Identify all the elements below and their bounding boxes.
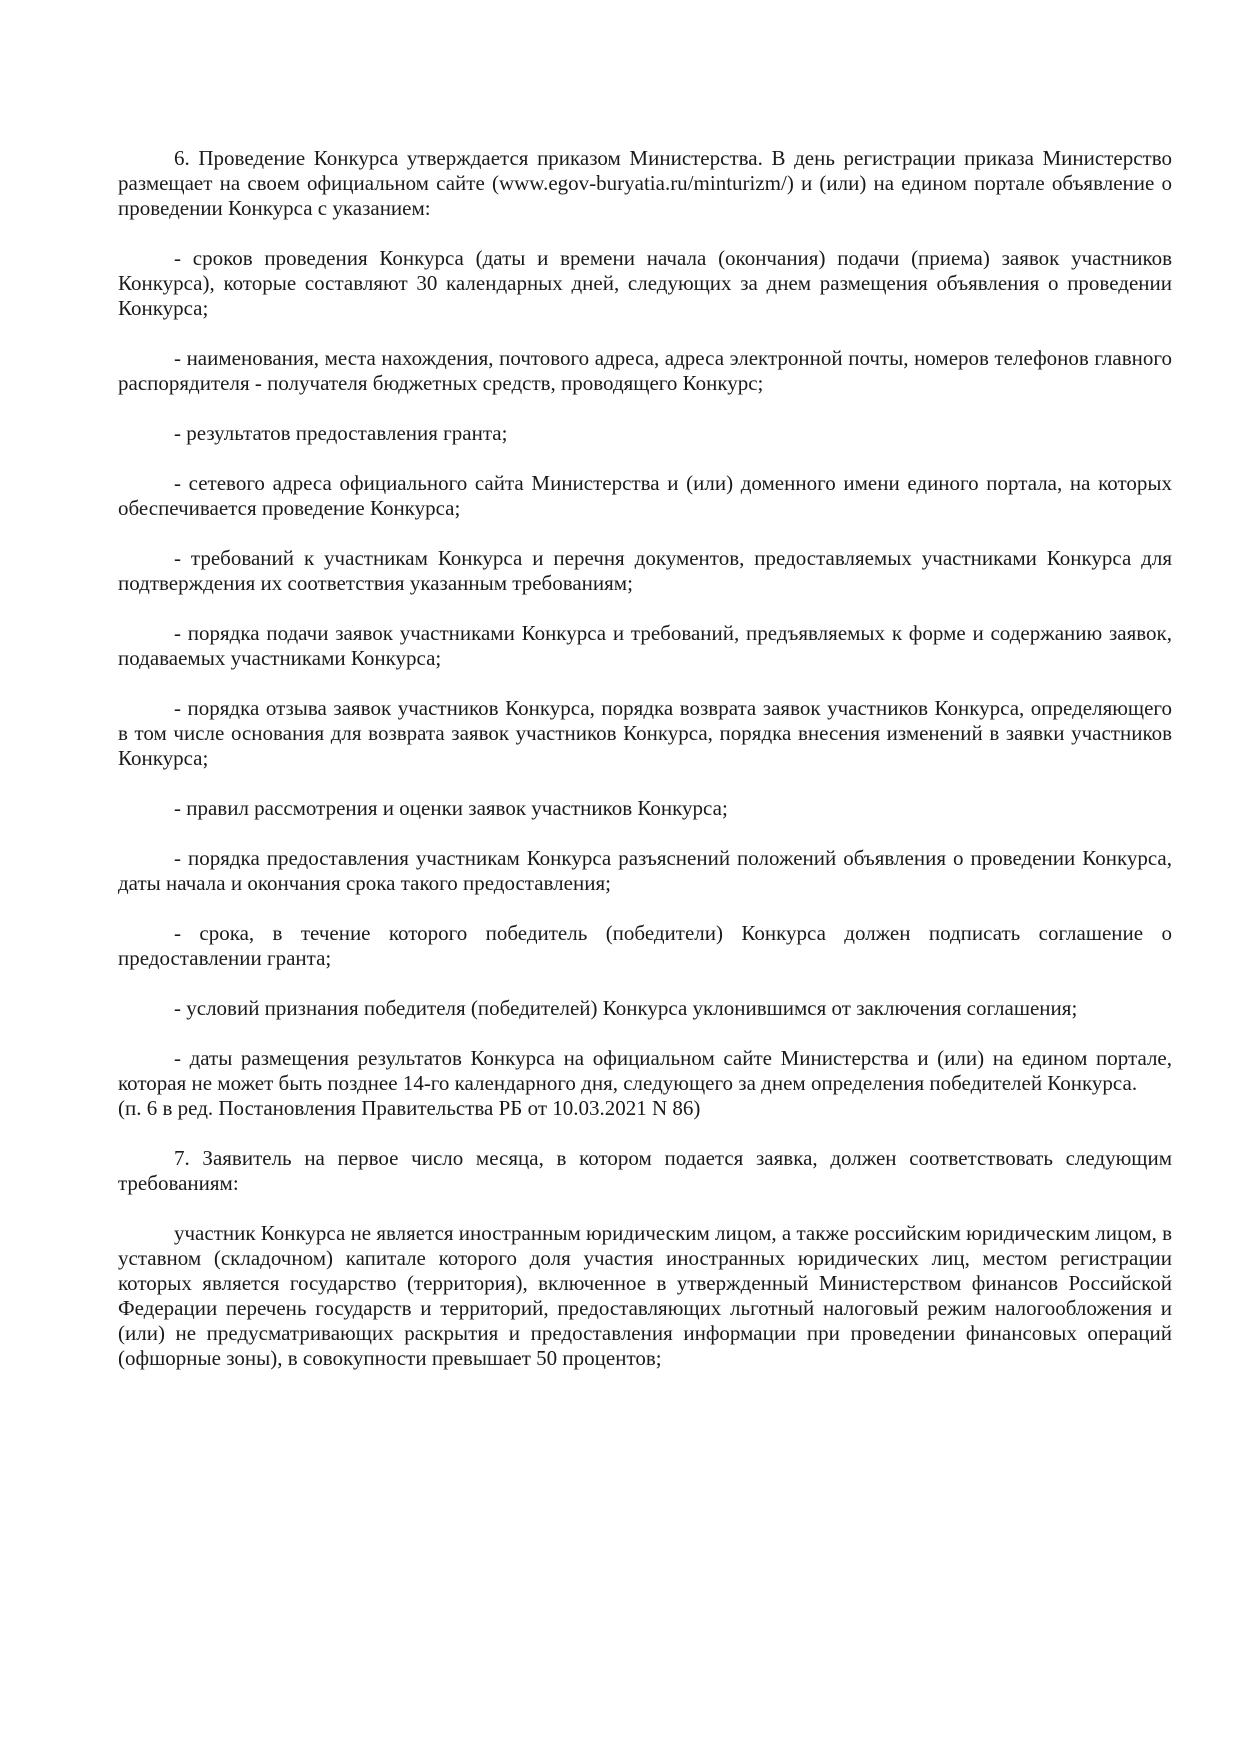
list-item: - сроков проведения Конкурса (даты и времени начала (окончания) подачи (приема) заявок участников Конкурса), которые составляют 30 календарных дней, следующих за днем размещения объявления о проведении Конкурса; bbox=[118, 246, 1172, 320]
list-item: - правил рассмотрения и оценки заявок участников Конкурса; bbox=[174, 796, 728, 820]
list-item: - условий признания победителя (победителей) Конкурса уклонившимся от заключения соглашения; bbox=[174, 996, 1078, 1020]
list-item: - порядка предоставления участникам Конкурса разъяснений положений объявления о проведении Конкурса, даты начала и окончания срока такого предоставления; bbox=[118, 846, 1172, 895]
list-item: - наименования, места нахождения, почтового адреса, адреса электронной почты, номеров телефонов главного распорядителя - получателя бюджетных средств, проводящего Конкурс; bbox=[118, 346, 1172, 395]
list-item: участник Конкурса не является иностранным юридическим лицом, а также российским юридическим лицом, в уставном (складочном) капитале которого доля участия иностранных юридических лиц, местом регистрации которых является государство (территория), включенное в утвержденный Министерством финансов Российской Федерации перечень государств и территорий, предоставляющих льготный налоговый режим налогообложения и (или) не предусматривающих раскрытия и предоставления информации при проведении финансовых операций (офшорные зоны), в совокупности превышает 50 процентов; bbox=[118, 1221, 1172, 1370]
amendment-note: (п. 6 в ред. Постановления Правительства РБ от 10.03.2021 N 86) bbox=[118, 1096, 701, 1120]
list-item: - порядка подачи заявок участниками Конкурса и требований, предъявляемых к форме и содержанию заявок, подаваемых участниками Конкурса; bbox=[118, 621, 1172, 670]
document-page bbox=[118, 146, 1172, 1396]
paragraph-7-intro: 7. Заявитель на первое число месяца, в котором подается заявка, должен соответствовать следующим требованиям: bbox=[118, 1146, 1172, 1195]
list-item: - требований к участникам Конкурса и перечня документов, предоставляемых участниками Конкурса для подтверждения их соответствия указанным требованиям; bbox=[118, 546, 1172, 595]
list-item: - срока, в течение которого победитель (победители) Конкурса должен подписать соглашение о предоставлении гранта; bbox=[118, 921, 1172, 970]
list-item: - даты размещения результатов Конкурса на официальном сайте Министерства и (или) на едином портале, которая не может быть позднее 14-го календарного дня, следующего за днем определения победителей Конкурса. bbox=[118, 1046, 1172, 1095]
list-item: - порядка отзыва заявок участников Конкурса, порядка возврата заявок участников Конкурса, определяющего в том числе основания для возврата заявок участников Конкурса, порядка внесения изменений в заявки участников Конкурса; bbox=[118, 696, 1172, 770]
paragraph-6-intro: 6. Проведение Конкурса утверждается приказом Министерства. В день регистрации приказа Министерство размещает на своем официальном сайте (www.egov-buryatia.ru/minturizm/) и (или) на едином портале объявление о проведении Конкурса с указанием: bbox=[118, 146, 1172, 220]
list-item: - результатов предоставления гранта; bbox=[174, 421, 508, 445]
list-item: - сетевого адреса официального сайта Министерства и (или) доменного имени единого портала, на которых обеспечивается проведение Конкурса; bbox=[118, 471, 1172, 520]
